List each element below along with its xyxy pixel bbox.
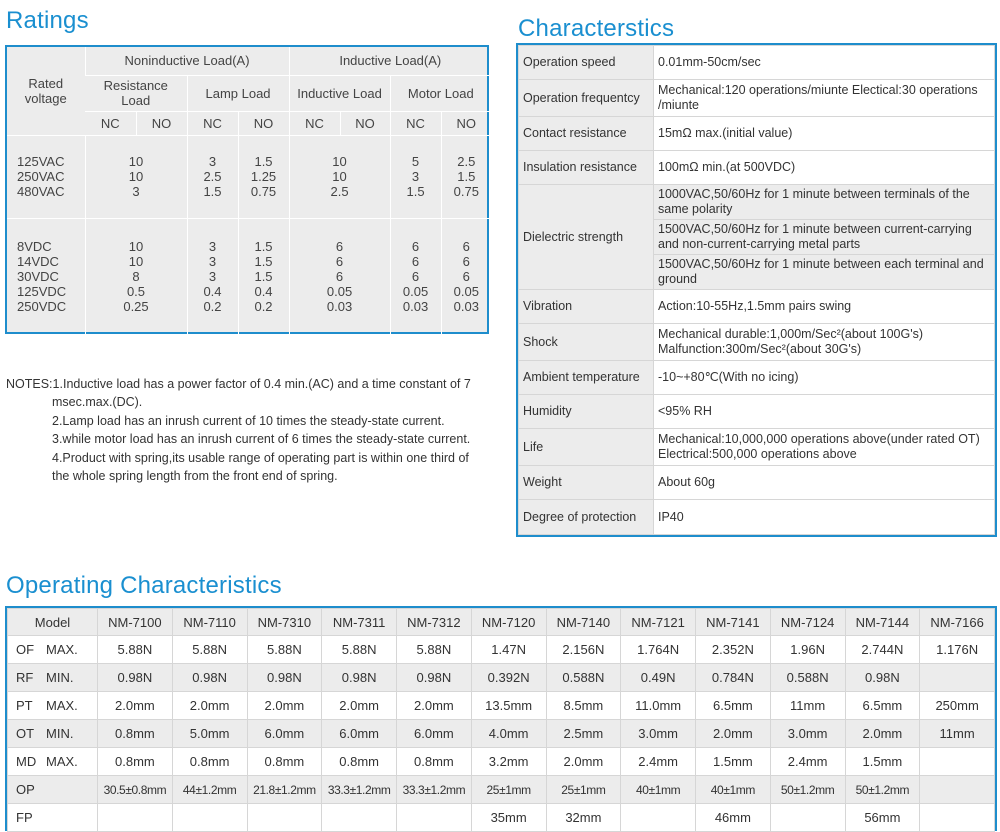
characteristics-table-box	[516, 43, 997, 537]
param-value: 30.5±0.8mm	[98, 776, 173, 804]
char-label: Life	[519, 429, 654, 466]
param-label	[8, 748, 98, 776]
param-value	[920, 804, 995, 832]
nc-header: NC	[390, 111, 441, 135]
no-header: NO	[441, 111, 491, 135]
param-value: 2.0mm	[696, 720, 771, 748]
param-name: MD	[16, 754, 37, 769]
param-value: 33.3±1.2mm	[397, 776, 472, 804]
param-value: 6.0mm	[397, 720, 472, 748]
param-name: RF	[16, 670, 34, 685]
param-value: 40±1mm	[696, 776, 771, 804]
param-value: 2.744N	[845, 636, 920, 664]
param-value	[397, 804, 472, 832]
param-value: 2.156N	[546, 636, 621, 664]
ac-voltages: 125VAC 250VAC 480VAC	[7, 135, 85, 218]
model-cell: NM-7144	[845, 609, 920, 636]
param-value: 40±1mm	[621, 776, 696, 804]
param-value: 1.47N	[471, 636, 546, 664]
param-name: FP	[16, 810, 33, 825]
param-value: 0.8mm	[397, 748, 472, 776]
char-label: Operation speed	[519, 46, 654, 80]
param-name: OF	[16, 642, 35, 657]
characteristics-heading: Characterstics	[518, 15, 675, 42]
note-4-line-2: the whole spring length from the front end of spring.	[52, 469, 338, 484]
param-label	[8, 692, 98, 720]
param-value: 8.5mm	[546, 692, 621, 720]
param-value: 1.5mm	[845, 748, 920, 776]
param-value: 0.588N	[546, 664, 621, 692]
dc-motor-no-values: 6 6 6 0.05 0.03	[441, 218, 491, 334]
param-value	[920, 776, 995, 804]
char-label: Shock	[519, 324, 654, 361]
ratings-table	[7, 47, 491, 334]
operating-table-box	[5, 606, 997, 831]
param-value	[98, 804, 173, 832]
notes-prefix: NOTES:	[6, 377, 53, 391]
param-value: 6.5mm	[845, 692, 920, 720]
ac-motor-nc-values: 5 3 1.5	[390, 135, 441, 218]
param-value: 2.0mm	[845, 720, 920, 748]
model-cell: NM-7312	[397, 609, 472, 636]
model-cell: NM-7141	[696, 609, 771, 636]
param-value: 33.3±1.2mm	[322, 776, 397, 804]
dc-resistance-values: 10 10 8 0.5 0.25	[85, 218, 187, 334]
param-value: 3.2mm	[471, 748, 546, 776]
ac-lamp-no-values: 1.5 1.25 0.75	[238, 135, 289, 218]
dc-motor-nc-values: 6 6 6 0.05 0.03	[390, 218, 441, 334]
param-qualifier: MIN.	[46, 670, 74, 685]
param-value: 0.98N	[247, 664, 322, 692]
param-value: 1.764N	[621, 636, 696, 664]
param-value: 4.0mm	[471, 720, 546, 748]
param-value: 13.5mm	[471, 692, 546, 720]
param-value: 0.98N	[322, 664, 397, 692]
param-name: PT	[16, 698, 33, 713]
param-label	[8, 720, 98, 748]
ac-lamp-nc-values: 3 2.5 1.5	[187, 135, 238, 218]
param-value: 2.4mm	[770, 748, 845, 776]
param-value: 25±1mm	[546, 776, 621, 804]
model-cell: NM-7120	[471, 609, 546, 636]
param-value: 5.88N	[172, 636, 247, 664]
param-value: 2.0mm	[172, 692, 247, 720]
char-value: IP40	[654, 500, 995, 535]
param-value: 0.784N	[696, 664, 771, 692]
param-value: 5.88N	[397, 636, 472, 664]
param-value: 2.0mm	[397, 692, 472, 720]
param-value: 50±1.2mm	[845, 776, 920, 804]
inductive-load-sub-header: Inductive Load	[289, 75, 390, 111]
param-value: 0.8mm	[98, 748, 173, 776]
no-header: NO	[340, 111, 390, 135]
param-value: 50±1.2mm	[770, 776, 845, 804]
model-cell: NM-7121	[621, 609, 696, 636]
note-2: 2.Lamp load has an inrush current of 10 times the steady-state current.	[52, 413, 445, 428]
note-1-line-1: 1.Inductive load has a power factor of 0.4 min.(AC) and a time constant of 7	[52, 377, 471, 391]
param-value: 5.0mm	[172, 720, 247, 748]
note-1-line-2: msec.max.(DC).	[52, 395, 143, 410]
char-label: Degree of protection	[519, 500, 654, 535]
model-cell: NM-7166	[920, 609, 995, 636]
param-value: 1.5mm	[696, 748, 771, 776]
model-cell: NM-7310	[247, 609, 322, 636]
param-value: 2.0mm	[247, 692, 322, 720]
char-value: <95% RH	[654, 395, 995, 429]
model-cell: NM-7311	[322, 609, 397, 636]
ratings-table-box	[5, 45, 489, 334]
param-value: 11mm	[770, 692, 845, 720]
char-value: 1500VAC,50/60Hz for 1 minute between each terminal and ground	[654, 255, 995, 290]
model-header: Model	[8, 609, 98, 636]
char-label: Humidity	[519, 395, 654, 429]
dc-lamp-no-values: 1.5 1.5 1.5 0.4 0.2	[238, 218, 289, 334]
noninductive-load-header: Noninductive Load(A)	[85, 47, 289, 75]
param-value: 5.88N	[98, 636, 173, 664]
operating-heading: Operating Characteristics	[6, 572, 282, 599]
char-value: Mechanical durable:1,000m/Sec²(about 100G's) Malfunction:300m/Sec²(about 30G's)	[654, 324, 995, 361]
param-value: 0.98N	[172, 664, 247, 692]
rated-voltage-header: Rated voltage	[7, 47, 85, 135]
ac-motor-no-values: 2.5 1.5 0.75	[441, 135, 491, 218]
param-value: 21.8±1.2mm	[247, 776, 322, 804]
param-value: 2.4mm	[621, 748, 696, 776]
param-qualifier: MIN.	[46, 726, 74, 741]
param-value: 56mm	[845, 804, 920, 832]
param-label	[8, 804, 98, 832]
char-value: Action:10-55Hz,1.5mm pairs swing	[654, 290, 995, 324]
param-value: 0.392N	[471, 664, 546, 692]
param-value: 5.88N	[247, 636, 322, 664]
param-value: 0.49N	[621, 664, 696, 692]
param-value	[621, 804, 696, 832]
param-value: 0.98N	[397, 664, 472, 692]
param-value: 2.352N	[696, 636, 771, 664]
char-value: Mechanical:10,000,000 operations above(under rated OT) Electrical:500,000 operations above	[654, 429, 995, 466]
param-value: 2.0mm	[98, 692, 173, 720]
model-cell: NM-7124	[770, 609, 845, 636]
dc-inductive-values: 6 6 6 0.05 0.03	[289, 218, 390, 334]
param-value: 2.0mm	[546, 748, 621, 776]
dc-voltages: 8VDC 14VDC 30VDC 125VDC 250VDC	[17, 238, 67, 314]
param-label	[8, 776, 98, 804]
char-label: Vibration	[519, 290, 654, 324]
param-value	[172, 804, 247, 832]
param-value: 0.98N	[98, 664, 173, 692]
param-value	[770, 804, 845, 832]
param-value: 0.8mm	[172, 748, 247, 776]
param-qualifier: MAX.	[46, 698, 78, 713]
char-value: 1500VAC,50/60Hz for 1 minute between current-carrying and non-current-carrying metal parts	[654, 220, 995, 255]
char-value: -10~+80℃(With no icing)	[654, 361, 995, 395]
param-value: 0.98N	[845, 664, 920, 692]
param-value: 3.0mm	[621, 720, 696, 748]
motor-load-header: Motor Load	[390, 75, 491, 111]
char-value: 1000VAC,50/60Hz for 1 minute between terminals of the same polarity	[654, 185, 995, 220]
param-label	[8, 664, 98, 692]
param-qualifier: MAX.	[46, 642, 78, 657]
nc-header: NC	[289, 111, 340, 135]
char-label: Ambient temperature	[519, 361, 654, 395]
char-value: Mechanical:120 operations/miunte Electical:30 operations /miunte	[654, 80, 995, 117]
param-value: 32mm	[546, 804, 621, 832]
param-value: 0.8mm	[322, 748, 397, 776]
param-value: 6.0mm	[247, 720, 322, 748]
characteristics-table	[518, 45, 995, 535]
param-value: 1.96N	[770, 636, 845, 664]
param-name: OT	[16, 726, 35, 741]
param-qualifier: MAX.	[46, 754, 78, 769]
note-4-line-1: 4.Product with spring,its usable range of operating part is within one third of	[52, 450, 469, 465]
param-value: 0.8mm	[98, 720, 173, 748]
param-value: 0.8mm	[247, 748, 322, 776]
operating-table	[7, 608, 995, 832]
char-label: Weight	[519, 466, 654, 500]
nc-header: NC	[187, 111, 238, 135]
inductive-load-header: Inductive Load(A)	[289, 47, 491, 75]
param-value: 250mm	[920, 692, 995, 720]
param-value	[920, 664, 995, 692]
param-value: 35mm	[471, 804, 546, 832]
param-value: 11.0mm	[621, 692, 696, 720]
param-value: 5.88N	[322, 636, 397, 664]
char-label: Contact resistance	[519, 117, 654, 151]
param-value: 6.5mm	[696, 692, 771, 720]
param-value: 6.0mm	[322, 720, 397, 748]
param-value: 11mm	[920, 720, 995, 748]
char-value: About 60g	[654, 466, 995, 500]
param-value	[247, 804, 322, 832]
char-label: Insulation resistance	[519, 151, 654, 185]
param-label	[8, 636, 98, 664]
param-value: 1.176N	[920, 636, 995, 664]
param-value: 3.0mm	[770, 720, 845, 748]
param-value: 25±1mm	[471, 776, 546, 804]
char-label: Dielectric strength	[519, 185, 654, 290]
no-header: NO	[136, 111, 187, 135]
param-value: 0.588N	[770, 664, 845, 692]
no-header: NO	[238, 111, 289, 135]
notes-block	[6, 375, 496, 485]
model-cell: NM-7140	[546, 609, 621, 636]
char-label: Operation frequentcy	[519, 80, 654, 117]
note-3: 3.while motor load has an inrush current of 6 times the steady-state current.	[52, 432, 471, 447]
ac-resistance-values: 10 10 3	[85, 135, 187, 218]
param-value	[322, 804, 397, 832]
param-name: OP	[16, 782, 35, 797]
lamp-load-header: Lamp Load	[187, 75, 289, 111]
nc-header: NC	[85, 111, 136, 135]
param-value: 2.5mm	[546, 720, 621, 748]
model-cell: NM-7110	[172, 609, 247, 636]
char-value: 15mΩ max.(initial value)	[654, 117, 995, 151]
ac-inductive-values: 10 10 2.5	[289, 135, 390, 218]
char-value: 0.01mm-50cm/sec	[654, 46, 995, 80]
param-value: 44±1.2mm	[172, 776, 247, 804]
resistance-load-header: Resistance Load	[85, 75, 187, 111]
model-cell: NM-7100	[98, 609, 173, 636]
dc-lamp-nc-values: 3 3 3 0.4 0.2	[187, 218, 238, 334]
param-value	[920, 748, 995, 776]
char-value: 100mΩ min.(at 500VDC)	[654, 151, 995, 185]
param-value: 46mm	[696, 804, 771, 832]
ratings-heading: Ratings	[6, 7, 89, 34]
param-value: 2.0mm	[322, 692, 397, 720]
